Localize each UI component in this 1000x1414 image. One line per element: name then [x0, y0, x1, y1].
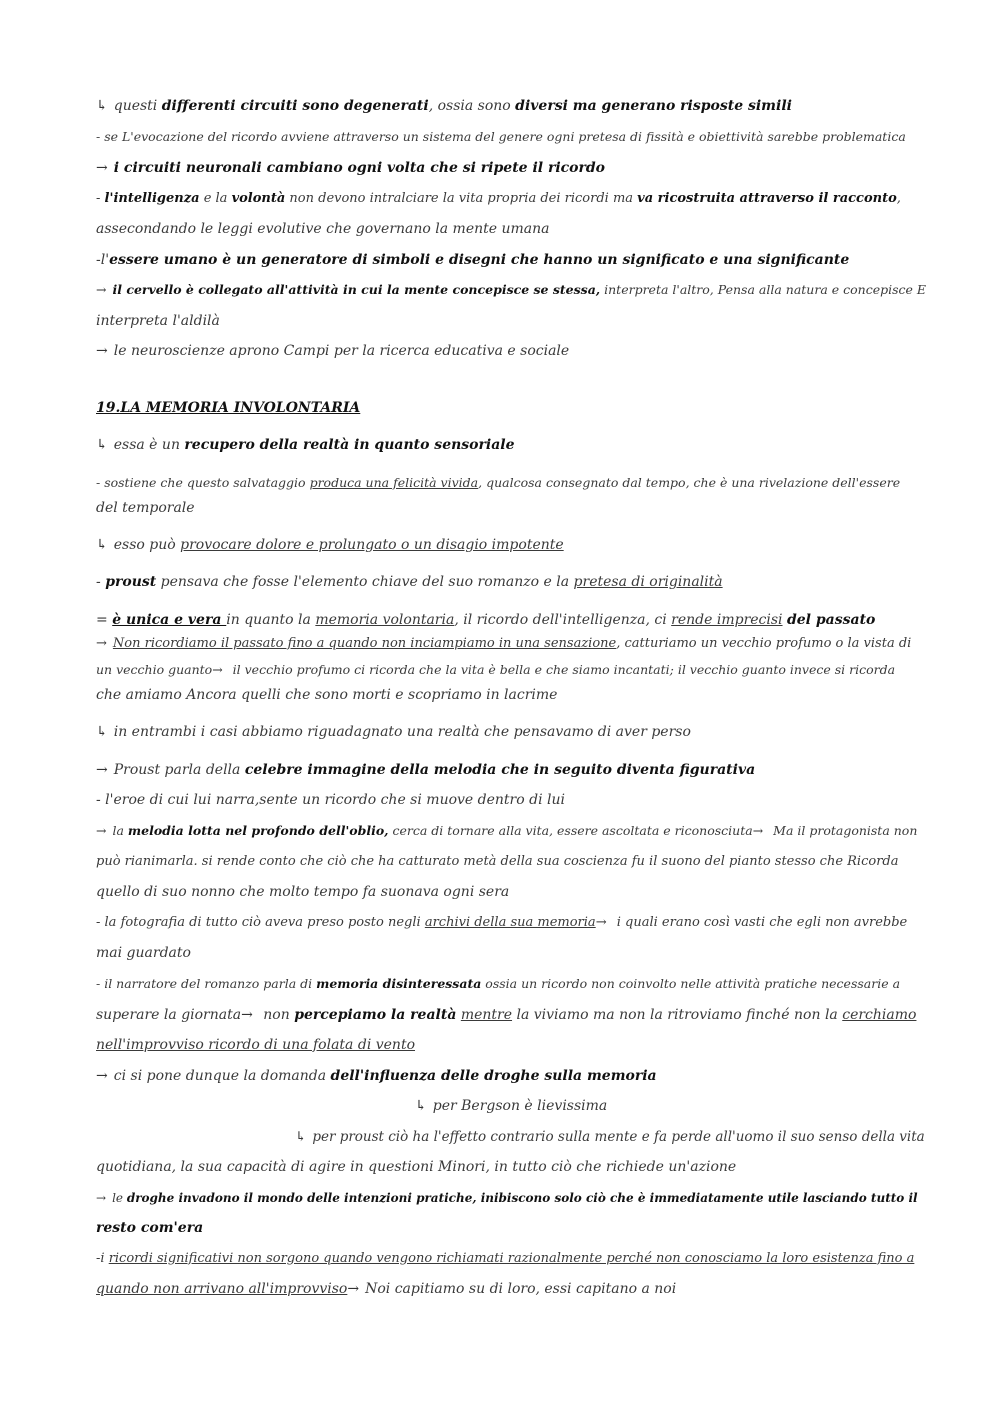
text-line: → le droghe invadono il mondo delle intenzioni pratiche, inibiscono solo ciò che è immediatamente utile lasciando tutto il: [96, 1191, 918, 1205]
right-arrow-icon: →: [241, 1007, 253, 1023]
right-arrow-icon: →: [96, 762, 108, 778]
text-line: → Proust parla della celebre immagine della melodia che in seguito diventa figurativa: [96, 762, 756, 778]
right-arrow-icon: →: [212, 662, 223, 677]
return-arrow-icon: ↳: [96, 724, 108, 740]
text-line: ↳ esso può provocare dolore e prolungato o un disagio impotente: [96, 537, 564, 553]
text-line: nell'improvviso ricordo di una folata di vento: [96, 1037, 416, 1053]
text-line: mai guardato: [96, 945, 191, 961]
text-line: assecondando le leggi evolutive che governano la mente umana: [96, 221, 550, 237]
right-arrow-icon: →: [595, 915, 607, 930]
text-line: ↳ per Bergson è lievissima: [415, 1098, 608, 1114]
text-line: che amiamo Ancora quelli che sono morti e scopriamo in lacrime: [96, 687, 558, 703]
text-line: → i circuiti neuronali cambiano ogni volta che si ripete il ricordo: [96, 160, 606, 176]
return-arrow-icon: ↳: [96, 98, 108, 114]
right-arrow-icon: →: [96, 1191, 107, 1205]
text-line: → le neuroscienze aprono Campi per la ricerca educativa e sociale: [96, 343, 570, 359]
text-line: - l'intelligenza e la volontà non devono intralciare la vita propria dei ricordi ma va ricostruita attraverso il racconto,: [96, 191, 901, 206]
text-line: - la fotografia di tutto ciò aveva preso posto negli archivi della sua memoria→ i quali erano così vasti che egli non avrebbe: [96, 915, 908, 930]
text-line: - se L'evocazione del ricordo avviene attraverso un sistema del genere ogni pretesa di fissità e obiettività sarebbe problematica: [96, 129, 906, 144]
right-arrow-icon: →: [96, 160, 108, 176]
text-line: - sostiene che questo salvataggio produca una felicità vivida, qualcosa consegnato dal tempo, che è una rivelazione dell'essere: [96, 475, 901, 490]
right-arrow-icon: →: [96, 1068, 108, 1084]
right-arrow-icon: →: [96, 636, 107, 651]
text-line: quando non arrivano all'improvviso→ Noi capitiamo su di loro, essi capitano a noi: [96, 1281, 677, 1297]
right-arrow-icon: →: [752, 823, 764, 838]
right-arrow-icon: →: [347, 1281, 360, 1297]
text-line: → Non ricordiamo il passato fino a quando non inciampiamo in una sensazione, catturiamo un vecchio profumo o la vista di: [96, 636, 912, 651]
text-line: ↳ per proust ciò ha l'effetto contrario sulla mente e fa perde all'uomo il suo senso della vita: [295, 1129, 925, 1145]
text-line: un vecchio guanto→ il vecchio profumo ci ricorda che la vita è bella e che siamo incantati; il vecchio guanto invece si ricorda: [96, 662, 896, 677]
text-line: del temporale: [96, 500, 195, 516]
text-line: → la melodia lotta nel profondo dell'oblio, cerca di tornare alla vita, essere ascoltata e riconosciuta→ Ma il protagonista non: [96, 823, 918, 838]
text-line: ↳ essa è un recupero della realtà in quanto sensoriale: [96, 437, 515, 453]
right-arrow-icon: →: [96, 823, 107, 838]
return-arrow-icon: ↳: [295, 1129, 307, 1145]
text-line: -i ricordi significativi non sorgono quando vengono richiamati razionalmente perché non conosciamo la loro esistenza fino a: [96, 1251, 915, 1266]
text-line: → ci si pone dunque la domanda dell'influenza delle droghe sulla memoria: [96, 1068, 657, 1084]
return-arrow-icon: ↳: [96, 537, 108, 553]
right-arrow-icon: →: [96, 282, 107, 297]
text-line: - proust pensava che fosse l'elemento chiave del suo romanzo e la pretesa di originalità: [96, 574, 723, 590]
text-line: ↳ questi differenti circuiti sono degenerati, ossia sono diversi ma generano risposte simili: [96, 98, 792, 114]
text-line: ↳ in entrambi i casi abbiamo riguadagnato una realtà che pensavamo di aver perso: [96, 724, 691, 740]
text-line: -l'essere umano è un generatore di simboli e disegni che hanno un significato e una significante: [96, 252, 850, 268]
text-line: interpreta l'aldilà: [96, 313, 220, 329]
text-line: resto com'era: [96, 1220, 204, 1236]
text-line: può rianimarla. si rende conto che ciò che ha catturato metà della sua coscienza fu il suono del pianto stesso che Ricorda: [96, 854, 899, 869]
section-title: 19.LA MEMORIA INVOLONTARIA: [96, 400, 361, 416]
text-line: = è unica e vera in quanto la memoria volontaria, il ricordo dell'intelligenza, ci rende imprecisi del passato: [96, 612, 876, 628]
right-arrow-icon: →: [96, 343, 108, 359]
text-line: quotidiana, la sua capacità di agire in questioni Minori, in tutto ciò che richiede un'azione: [96, 1159, 737, 1175]
text-line: - il narratore del romanzo parla di memoria disinteressata ossia un ricordo non coinvolto nelle attività pratiche necessarie a: [96, 976, 901, 991]
return-arrow-icon: ↳: [415, 1098, 427, 1114]
text-line: → il cervello è collegato all'attività in cui la mente concepisce se stessa, interpreta l'altro, Pensa alla natura e concepisce E: [96, 282, 926, 297]
text-line: quello di suo nonno che molto tempo fa suonava ogni sera: [96, 884, 510, 900]
text-line: - l'eroe di cui lui narra,sente un ricordo che si muove dentro di lui: [96, 792, 565, 808]
text-line: superare la giornata→ non percepiamo la realtà mentre la viviamo ma non la ritroviamo finché non la cerchiamo: [96, 1007, 917, 1023]
return-arrow-icon: ↳: [96, 437, 108, 453]
